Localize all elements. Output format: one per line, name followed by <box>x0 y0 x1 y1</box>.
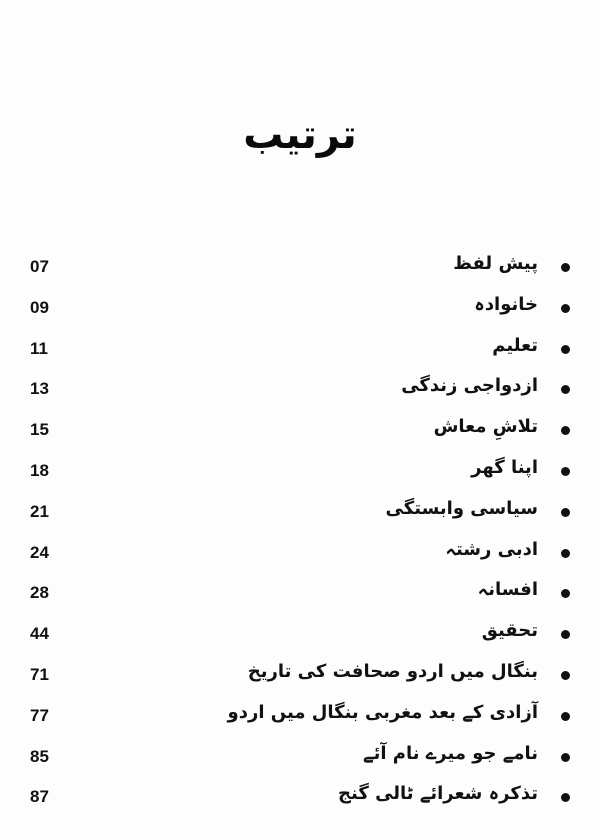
bullet-icon <box>561 263 570 272</box>
toc-page-number: 18 <box>30 460 49 480</box>
toc-entry <box>0 620 600 661</box>
toc-page-number: 71 <box>30 664 49 684</box>
toc-entry <box>0 539 600 580</box>
toc-entry <box>0 294 600 335</box>
toc-entry <box>0 335 600 376</box>
toc-page-number: 07 <box>30 257 49 276</box>
toc-entry-title: تذکرہ شعرائے ٹالی گنج <box>338 783 538 805</box>
toc-entry-title: بنگال میں اردو صحافت کی تاریخ <box>247 660 538 682</box>
bullet-icon <box>561 467 570 476</box>
toc-entry <box>0 702 600 743</box>
toc-entry-title: تعلیم <box>492 334 538 356</box>
toc-entry-title: تحقیق <box>481 620 538 642</box>
bullet-icon <box>561 753 570 762</box>
toc-page-number: 13 <box>30 379 49 399</box>
toc-page-number: 87 <box>30 787 49 807</box>
toc-entry <box>0 457 600 498</box>
toc-page-number: 11 <box>30 338 48 358</box>
toc-page-number: 77 <box>30 705 49 725</box>
bullet-icon <box>561 426 570 435</box>
bullet-icon <box>561 304 570 313</box>
toc-entry-title: خانوادہ <box>474 293 538 315</box>
toc-entry <box>0 743 600 784</box>
toc-entry <box>0 253 600 294</box>
toc-page-number: 15 <box>30 420 49 440</box>
toc-entry <box>0 783 600 824</box>
toc-page-number: 85 <box>30 746 49 766</box>
bullet-icon <box>561 549 570 558</box>
toc-entry-title: نامے جو میرے نام آئے <box>363 742 538 764</box>
bullet-icon <box>561 712 570 721</box>
toc-entry-title: اپنا گھر <box>471 456 538 478</box>
toc-page-number: 28 <box>30 583 49 603</box>
toc-entry <box>0 579 600 620</box>
toc-entry <box>0 375 600 416</box>
toc-entry-title: ادبی رشتہ <box>445 538 538 560</box>
bullet-icon <box>561 589 570 598</box>
toc-entry-title: ازدواجی زندگی <box>401 375 538 397</box>
toc-entry-title: آزادی کے بعد مغربی بنگال میں اردو <box>227 701 538 723</box>
bullet-icon <box>561 385 570 394</box>
toc-entry <box>0 416 600 457</box>
toc-page-number: 21 <box>30 501 49 521</box>
toc-page-number: 09 <box>30 297 49 317</box>
bullet-icon <box>561 630 570 639</box>
bullet-icon <box>561 345 570 354</box>
toc-entry-title: تلاشِ معاش <box>433 416 538 438</box>
toc-entry <box>0 498 600 539</box>
bullet-icon <box>561 671 570 680</box>
table-of-contents <box>0 253 600 824</box>
toc-entry-title: افسانہ <box>477 579 538 601</box>
bullet-icon <box>561 508 570 517</box>
toc-entry <box>0 661 600 702</box>
bullet-icon <box>561 793 570 802</box>
page-title: ترتیب <box>243 112 357 158</box>
toc-page-number: 44 <box>30 624 49 644</box>
toc-entry-title: سیاسی وابستگی <box>385 497 538 519</box>
toc-entry-title: پیش لفظ <box>453 253 538 274</box>
toc-page-number: 24 <box>30 542 49 562</box>
